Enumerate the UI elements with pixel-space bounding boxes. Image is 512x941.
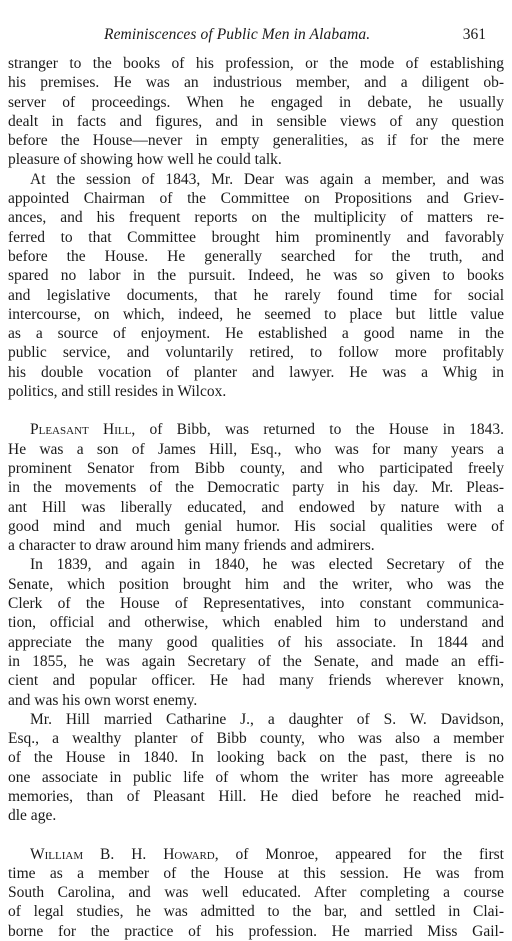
text-line: At the session of 1843, Mr. Dear was again a member, and was bbox=[30, 170, 504, 188]
text-line: of the House in 1840. In looking back on the past, there is no bbox=[8, 749, 504, 767]
person-name: William B. H. Howard bbox=[30, 845, 215, 863]
text-line: spared no labor in the pursuit. Indeed, he was so given to books bbox=[8, 267, 504, 285]
text-line: appointed Chairman of the Committee on Propositions and Griev- bbox=[8, 190, 504, 208]
text-line: his premises. He was an industrious member, and a diligent ob- bbox=[8, 74, 504, 92]
text-line: before the House. He generally searched for the truth, and bbox=[8, 247, 504, 265]
text-line: Senate, which position brought him and the writer, who was the bbox=[8, 575, 504, 593]
text-line: South Carolina, and was well educated. After completing a course bbox=[8, 884, 504, 902]
text-line: a character to draw around him many friends and admirers. bbox=[8, 537, 375, 555]
text-line: He was a son of James Hill, Esq., who was for many years a bbox=[8, 440, 504, 458]
text-line: as a source of enjoyment. He established a good name in the bbox=[8, 325, 504, 343]
text-line: and was his own worst enemy. bbox=[8, 691, 198, 709]
text-line: pleasure of showing how well he could talk. bbox=[8, 151, 282, 169]
text-line: before the House—never in empty generalities, as if for the mere bbox=[8, 132, 504, 150]
paragraph-gap bbox=[8, 826, 504, 845]
text-line: in 1855, he was again Secretary of the Senate, and made an effi- bbox=[8, 652, 504, 670]
line-text: , of Bibb, was returned to the House in 1843. bbox=[131, 421, 504, 439]
text-line: Esq., a wealthy planter of Bibb county, who was also a member bbox=[8, 730, 504, 748]
person-name: Pleasant Hill bbox=[30, 421, 132, 439]
text-line: good mind and much genial humor. His social qualities were of bbox=[8, 517, 504, 535]
text-line: politics, and still resides in Wilcox. bbox=[8, 383, 227, 401]
text-line bbox=[8, 845, 504, 864]
text-line: server of proceedings. When he engaged in debate, he usually bbox=[8, 93, 504, 111]
text-line: borne for the practice of his profession. He married Miss Gail- bbox=[8, 922, 504, 940]
text-line: Clerk of the House of Representatives, into constant communica- bbox=[8, 595, 504, 613]
text-line: his double vocation of planter and lawyer. He was a Whig in bbox=[8, 363, 504, 381]
text-line: memories, than of Pleasant Hill. He died before he reached mid- bbox=[8, 787, 504, 805]
text-line: ant Hill was liberally educated, and endowed by nature with a bbox=[8, 498, 504, 516]
text-line: ferred to that Committee brought him prominently and favorably bbox=[8, 228, 504, 246]
text-line: intercourse, on which, indeed, he seemed to place but little value bbox=[8, 305, 504, 323]
text-line: appreciate the many good qualities of his associate. In 1844 and bbox=[8, 633, 504, 651]
text-line bbox=[8, 420, 504, 439]
text-line: dle age. bbox=[8, 807, 57, 825]
text-line: stranger to the books of his profession, or the mode of establishing bbox=[8, 55, 504, 72]
text-line: tion, official and otherwise, which enabled him to understand and bbox=[8, 614, 504, 632]
body-text bbox=[8, 54, 504, 941]
running-header bbox=[8, 26, 504, 48]
page-number: 361 bbox=[462, 26, 486, 43]
text-line: cient and popular officer. He had many friends wherever known, bbox=[8, 672, 504, 690]
text-line: in the movements of the Democratic party in his day. Mr. Pleas- bbox=[8, 479, 504, 497]
running-title: Reminiscences of Public Men in Alabama. bbox=[104, 26, 371, 43]
text-line: Mr. Hill married Catharine J., a daughter of S. W. Davidson, bbox=[30, 710, 504, 728]
paragraph-gap bbox=[8, 401, 504, 420]
text-line: public service, and voluntarily retired, to follow more profitably bbox=[8, 344, 504, 362]
text-line: dealt in facts and figures, and in sensible views of any question bbox=[8, 112, 504, 130]
text-line: In 1839, and again in 1840, he was elected Secretary of the bbox=[30, 556, 504, 574]
book-page bbox=[8, 26, 504, 941]
text-line: and legislative documents, that he rarely found time for social bbox=[8, 286, 504, 304]
text-line: one associate in public life of whom the writer has more agreeable bbox=[8, 768, 504, 786]
text-line: ances, and his frequent reports on the multiplicity of matters re- bbox=[8, 209, 504, 227]
line-text: , of Monroe, appeared for the first bbox=[214, 845, 504, 863]
text-line: prominent Senator from Bibb county, and who participated freely bbox=[8, 459, 504, 477]
text-line: of legal studies, he was admitted to the bar, and settled in Clai- bbox=[8, 903, 504, 921]
text-line: time as a member of the House at this session. He was from bbox=[8, 864, 504, 882]
